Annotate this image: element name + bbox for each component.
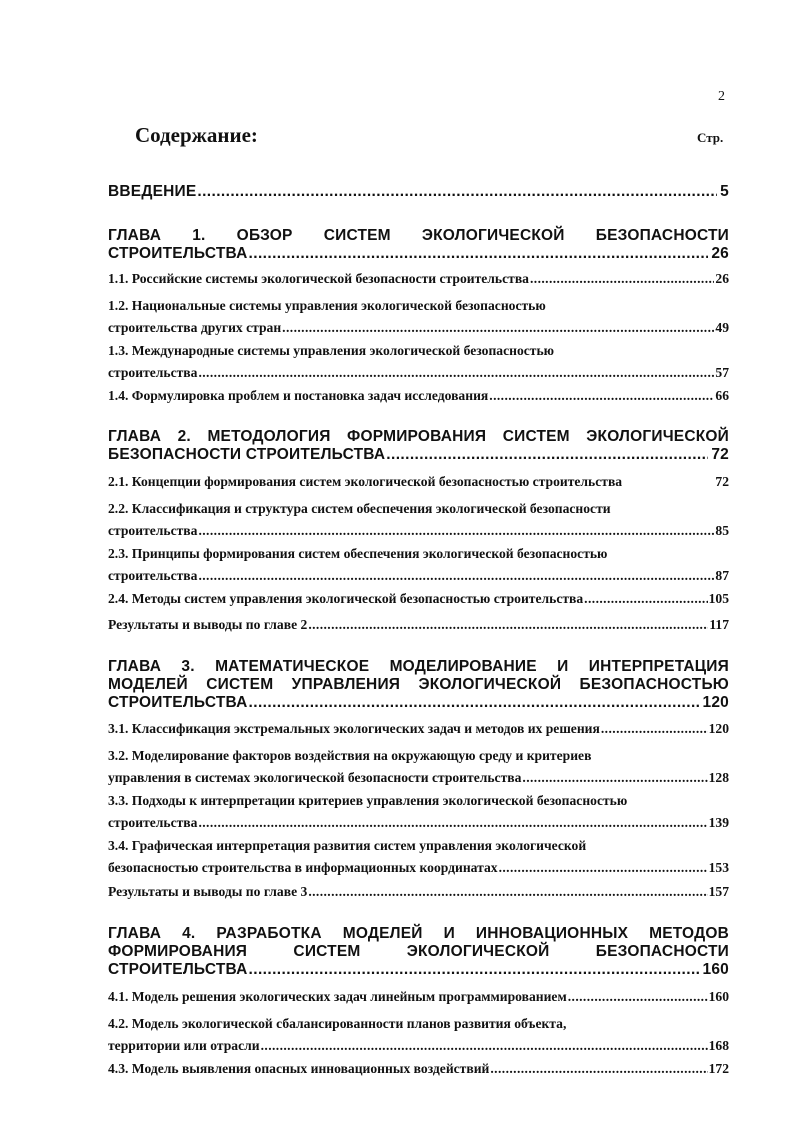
entry-title-line-2: ФОРМИРОВАНИЯ СИСТЕМ ЭКОЛОГИЧЕСКОЙ БЕЗОПАСНОСТИ: [108, 943, 729, 960]
entry-page: 120: [708, 721, 729, 736]
leader-dots: [198, 812, 707, 834]
entry-page: 117: [709, 617, 729, 632]
toc-entry-1-1[interactable]: [108, 268, 729, 290]
entry-title: 2.1. Концепции формирования систем экологической безопасностью строительства: [108, 474, 623, 489]
entry-page: 157: [708, 884, 729, 899]
toc-entry-results-2[interactable]: [108, 614, 729, 636]
leader-dots: [261, 1035, 708, 1057]
toc-entry-4-2[interactable]: [108, 1013, 729, 1057]
entry-title: 1.4. Формулировка проблем и постановка задач исследования: [108, 388, 489, 403]
leader-dots: [282, 317, 714, 339]
toc-entry-3-2[interactable]: [108, 745, 729, 789]
entry-title-line-2: строительства других стран: [108, 320, 282, 335]
entry-page: 172: [708, 1061, 729, 1076]
entry-title: Результаты и выводы по главе 2: [108, 617, 308, 632]
entry-title-line-2: территории или отрасли: [108, 1038, 260, 1053]
leader-dots: [249, 245, 709, 263]
entry-page: 160: [708, 989, 729, 1004]
toc-entry-1-4[interactable]: [108, 385, 729, 407]
toc-entry-4-3[interactable]: [108, 1058, 729, 1080]
entry-title-line-2: строительства: [108, 815, 198, 830]
leader-dots: [197, 183, 717, 201]
page-column-label: Стр.: [697, 130, 724, 145]
entry-title-line-2: строительства: [108, 523, 198, 538]
leader-dots: [308, 881, 707, 903]
entry-page: 72: [711, 446, 729, 463]
entry-title-line-3: СТРОИТЕЛЬСТВА: [108, 961, 248, 978]
entry-title-line-1: ГЛАВА 1. ОБЗОР СИСТЕМ ЭКОЛОГИЧЕСКОЙ БЕЗОПАСНОСТИ: [108, 227, 729, 244]
leader-dots: [198, 362, 714, 384]
entry-title: 4.3. Модель выявления опасных инновационных воздействий: [108, 1061, 490, 1076]
entry-title-line-2: СТРОИТЕЛЬСТВА: [108, 245, 248, 262]
entry-page: 5: [720, 183, 729, 200]
entry-title: Результаты и выводы по главе 3: [108, 884, 308, 899]
entry-page: 26: [711, 245, 729, 262]
toc-entry-2-4[interactable]: [108, 588, 729, 610]
entry-page: 168: [708, 1038, 729, 1053]
entry-title: ВВЕДЕНИЕ: [108, 183, 197, 200]
leader-dots: [499, 857, 708, 879]
entry-title-line-1: 3.3. Подходы к интерпретации критериев управления экологической безопасностью: [108, 793, 628, 808]
leader-dots: [308, 614, 708, 636]
entry-page: 153: [708, 860, 729, 875]
entry-page: 72: [715, 474, 729, 489]
entry-title-line-2: строительства: [108, 568, 198, 583]
entry-title-line-1: ГЛАВА 4. РАЗРАБОТКА МОДЕЛЕЙ И ИННОВАЦИОННЫХ МЕТОДОВ: [108, 925, 729, 942]
toc-entry-3-1[interactable]: [108, 718, 729, 740]
toc-entry-1-2[interactable]: [108, 295, 729, 339]
entry-page: 105: [708, 591, 729, 606]
entry-title-line-1: 4.2. Модель экологической сбалансированности планов развития объекта,: [108, 1016, 567, 1031]
entry-page: 85: [715, 523, 729, 538]
leader-dots: [522, 767, 707, 789]
toc-entry-chapter-4[interactable]: [108, 925, 729, 979]
entry-page: 87: [715, 568, 729, 583]
toc-entry-1-3[interactable]: [108, 340, 729, 384]
leader-dots: [489, 385, 714, 407]
entry-title: 4.1. Модель решения экологических задач линейным программированием: [108, 989, 567, 1004]
toc-title: Содержание:: [135, 123, 258, 147]
entry-title-line-2: управления в системах экологической безопасности строительства: [108, 770, 522, 785]
toc-entry-2-2[interactable]: [108, 498, 729, 542]
entry-page: 139: [708, 815, 729, 830]
leader-dots: [198, 565, 714, 587]
entry-page: 128: [708, 770, 729, 785]
entry-title-line-1: 3.2. Моделирование факторов воздействия на окружающую среду и критериев: [108, 748, 592, 763]
toc-entry-3-4[interactable]: [108, 835, 729, 879]
toc-entry-chapter-1[interactable]: [108, 227, 729, 263]
entry-title-line-3: СТРОИТЕЛЬСТВА: [108, 694, 248, 711]
entry-title: 3.1. Классификация экстремальных экологических задач и методов их решения: [108, 721, 600, 736]
toc-entry-chapter-3[interactable]: [108, 658, 729, 712]
leader-dots: [601, 718, 708, 740]
leader-dots: [490, 1058, 707, 1080]
toc-entry-3-3[interactable]: [108, 790, 729, 834]
entry-title-line-2: безопасностью строительства в информационных координатах: [108, 860, 498, 875]
toc-entry-chapter-2[interactable]: [108, 428, 729, 464]
toc-entry-4-1[interactable]: [108, 986, 729, 1008]
entry-title-line-2: БЕЗОПАСНОСТИ СТРОИТЕЛЬСТВА: [108, 446, 386, 463]
entry-page: 66: [715, 388, 729, 403]
entry-page: 120: [702, 694, 729, 711]
toc-entry-results-3[interactable]: [108, 881, 729, 903]
entry-title-line-1: 2.3. Принципы формирования систем обеспечения экологической безопасностью: [108, 546, 608, 561]
leader-dots: [568, 986, 708, 1008]
entry-title-line-2: строительства: [108, 365, 198, 380]
entry-title-line-1: ГЛАВА 2. МЕТОДОЛОГИЯ ФОРМИРОВАНИЯ СИСТЕМ ЭКОЛОГИЧЕСКОЙ: [108, 428, 729, 445]
entry-title-line-1: 2.2. Классификация и структура систем обеспечения экологической безопасности: [108, 501, 611, 516]
leader-dots: [530, 268, 714, 290]
leader-dots: [198, 520, 714, 542]
toc-entry-2-3[interactable]: [108, 543, 729, 587]
entry-page: 160: [702, 961, 729, 978]
leader-dots: [249, 961, 700, 979]
entry-title-line-1: 3.4. Графическая интерпретация развития систем управления экологической: [108, 838, 587, 853]
entry-title-line-1: ГЛАВА 3. МАТЕМАТИЧЕСКОЕ МОДЕЛИРОВАНИЕ И ИНТЕРПРЕТАЦИЯ: [108, 658, 729, 675]
page-number: 2: [718, 89, 725, 104]
toc-entry-intro[interactable]: [108, 183, 729, 201]
entry-title-line-1: 1.2. Национальные системы управления экологической безопасностью: [108, 298, 546, 313]
entry-title: 2.4. Методы систем управления экологической безопасностью строительства: [108, 591, 584, 606]
entry-title-line-1: 1.3. Международные системы управления экологической безопасностью: [108, 343, 555, 358]
entry-title-line-2: МОДЕЛЕЙ СИСТЕМ УПРАВЛЕНИЯ ЭКОЛОГИЧЕСКОЙ БЕЗОПАСНОСТЬЮ: [108, 676, 729, 693]
entry-page: 57: [715, 365, 729, 380]
entry-page: 49: [715, 320, 729, 335]
entry-title: 1.1. Российские системы экологической безопасности строительства: [108, 271, 529, 286]
leader-dots: [386, 446, 708, 464]
leader-dots: [249, 694, 700, 712]
leader-dots: [584, 588, 707, 610]
entry-page: 26: [715, 271, 729, 286]
toc-entry-2-1[interactable]: [108, 471, 729, 493]
